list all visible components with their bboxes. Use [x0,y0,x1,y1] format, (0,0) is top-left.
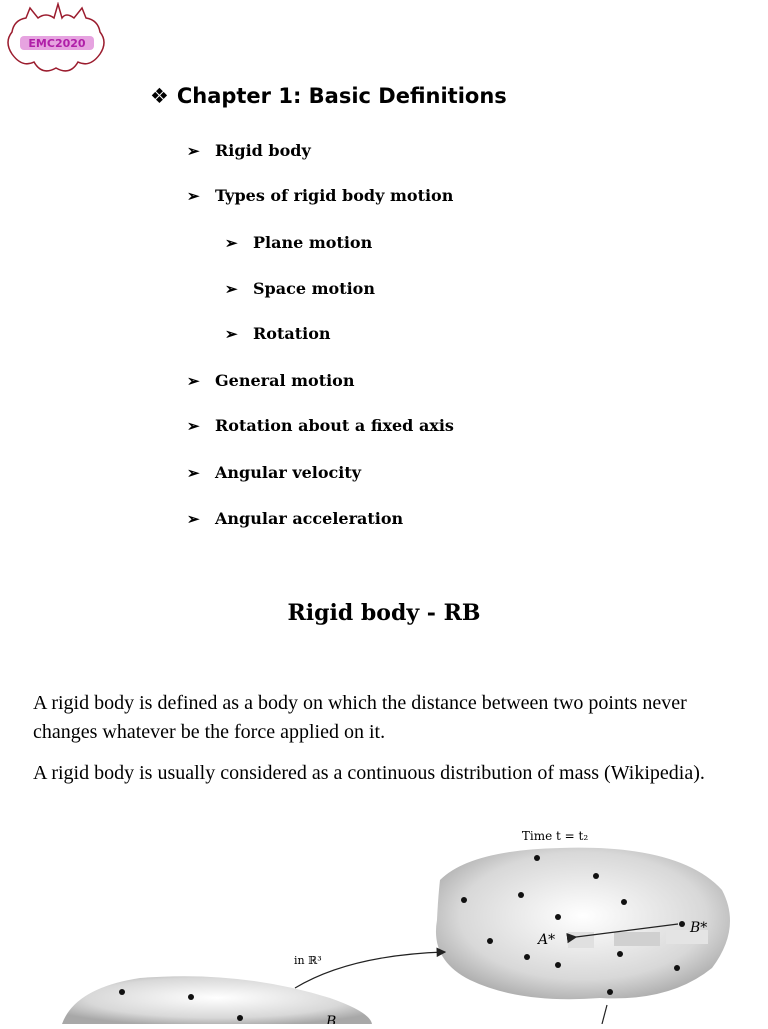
arrow-bullet-icon: ➢ [225,280,238,298]
chapter-heading [150,84,507,108]
arrow-bullet-icon: ➢ [187,417,200,435]
rigid-body-shape-upper [436,848,730,1000]
time-label: Time t = t₂ [521,829,589,843]
logo-text: EMC2020 [28,37,86,50]
arrow-bullet-icon: ➢ [187,510,200,528]
toc-item-rotation [225,324,331,343]
space-label: in ℝ³ [294,954,322,967]
arrow-bullet-icon: ➢ [187,464,200,482]
chapter-title: Chapter 1: Basic Definitions [176,84,507,108]
toc-item-plane-motion [225,233,372,252]
emc2020-logo [2,2,110,78]
section-title: Rigid body - RB [287,600,481,626]
toc-label: Space motion [253,279,375,298]
toc-label: Rigid body [215,141,311,160]
arrow-bullet-icon: ➢ [187,142,200,160]
toc-label: Plane motion [253,233,373,252]
arrow-bullet-icon: ➢ [187,187,200,205]
toc-item-types-of-motion [187,186,453,205]
rigid-body-figure [0,820,768,1024]
toc-item-fixed-axis [187,416,454,435]
paragraph-definition: A rigid body is defined as a body on which the distance between two points never changes whatever be the force applied on it. [33,692,687,743]
paragraph-mass-distribution: A rigid body is usually considered as a continuous distribution of mass (Wikipedia). [33,762,705,784]
arrow-bullet-icon: ➢ [225,234,238,252]
toc-label: Rotation [253,324,331,343]
toc-item-general-motion [187,371,354,390]
toc-item-angular-acceleration [187,509,403,528]
toc-label: Rotation about a fixed axis [215,416,454,435]
point-b-label: B* [690,920,708,936]
toc-item-rigid-body [187,141,311,160]
toc-item-angular-velocity [187,463,361,482]
arrow-bullet-icon: ➢ [225,325,238,343]
toc-label: Angular velocity [215,463,362,482]
diamond-bullet-icon: ❖ [150,84,169,108]
toc-label: Angular acceleration [215,509,404,528]
toc-item-space-motion [225,279,375,298]
point-b-lower-label: B [326,1014,337,1024]
arrow-bullet-icon: ➢ [187,372,200,390]
toc-label: Types of rigid body motion [215,186,454,205]
point-a-label: A* [538,932,556,948]
toc-label: General motion [215,371,355,390]
